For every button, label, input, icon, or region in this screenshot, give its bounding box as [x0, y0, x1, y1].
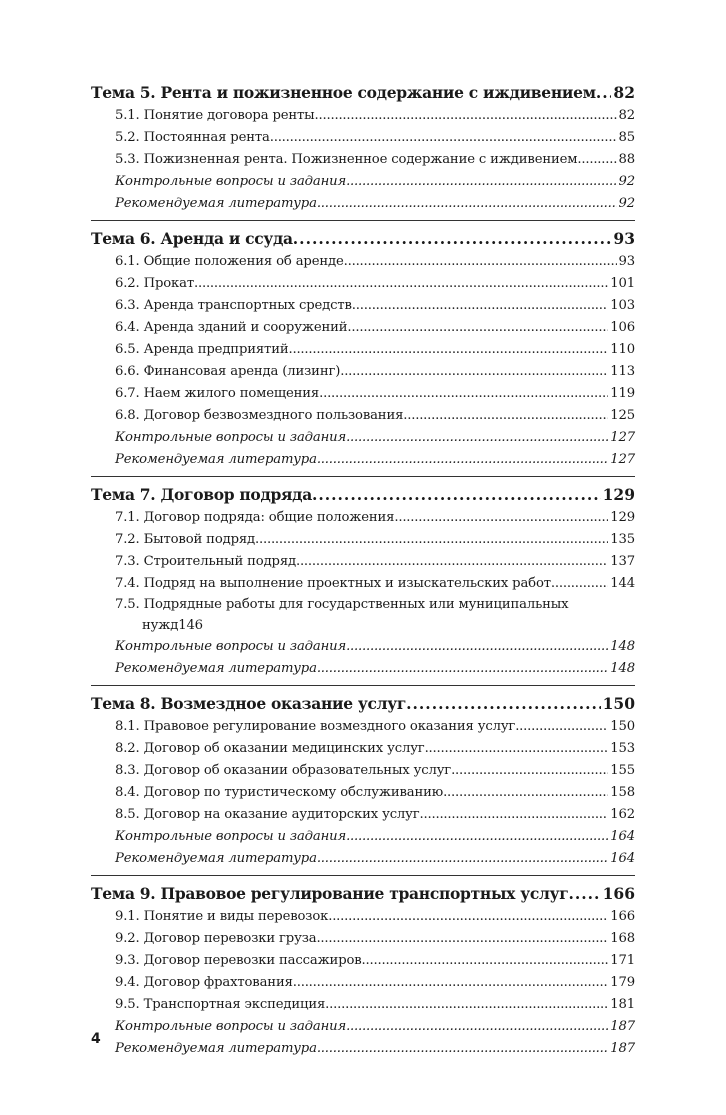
entry-page-number: 155 — [610, 763, 635, 778]
leader-dots — [315, 105, 617, 127]
leader-dots — [346, 171, 616, 193]
leader-dots — [425, 738, 609, 760]
toc-extra-entry[interactable] — [91, 636, 635, 658]
theme-title: Тема 8. Возмездное оказание услуг — [91, 694, 407, 713]
entry-title: 7.4. Подряд на выполнение проектных и изыскательских работ — [115, 576, 551, 591]
leader-dots — [443, 782, 608, 804]
toc-section — [91, 80, 635, 221]
leader-dots — [325, 994, 608, 1016]
leader-dots — [270, 127, 617, 149]
toc-entry[interactable] — [91, 928, 635, 950]
toc-extra-entry[interactable] — [91, 171, 635, 193]
entry-title: 9.4. Договор фрахтования — [115, 975, 293, 990]
entry-title: 7.1. Договор подряда: общие положения — [115, 510, 395, 525]
toc-entry[interactable] — [91, 738, 635, 760]
entry-page-number: 110 — [610, 342, 635, 357]
toc-extra-entry[interactable] — [91, 658, 635, 680]
entry-title: 9.5. Транспортная экспедиция — [115, 997, 326, 1012]
entry-page-number: 171 — [610, 953, 635, 968]
entry-title: 6.8. Договор безвозмездного пользования — [115, 408, 404, 423]
entry-title: 6.1. Общие положения об аренде — [115, 254, 344, 269]
entry-title: Рекомендуемая литература — [115, 851, 317, 866]
entry-page-number: 119 — [610, 386, 635, 401]
entry-title: 8.3. Договор об оказании образовательных услуг — [115, 763, 452, 778]
entry-page-number: 103 — [610, 298, 635, 313]
leader-dots — [347, 317, 608, 339]
entry-title: Контрольные вопросы и задания — [115, 1019, 347, 1034]
toc-entry[interactable] — [91, 595, 635, 636]
leader-dots — [288, 339, 608, 361]
entry-title: 6.7. Наем жилого помещения — [115, 386, 320, 401]
toc-theme-heading[interactable] — [91, 80, 635, 105]
entry-page-number: 88 — [618, 152, 635, 167]
toc-theme-heading[interactable] — [91, 881, 635, 906]
leader-dots — [352, 295, 608, 317]
entry-title: 6.3. Аренда транспортных средств — [115, 298, 352, 313]
entry-page-number: 148 — [610, 639, 635, 654]
toc-entry[interactable] — [91, 950, 635, 972]
toc-entry[interactable] — [91, 383, 635, 405]
entry-page-number: 168 — [610, 931, 635, 946]
entry-page-number: 158 — [610, 785, 635, 800]
entry-title: 7.3. Строительный подряд — [115, 554, 296, 569]
entry-page-number: 137 — [610, 554, 635, 569]
toc-entry[interactable] — [91, 507, 635, 529]
entry-page-number: 82 — [618, 108, 635, 123]
toc-entry[interactable] — [91, 251, 635, 273]
entry-title: 6.4. Аренда зданий и сооружений — [115, 320, 348, 335]
leader-dots — [577, 149, 616, 171]
leader-dots — [340, 361, 608, 383]
toc-entry[interactable] — [91, 716, 635, 738]
leader-dots — [293, 226, 612, 251]
leader-dots — [451, 760, 608, 782]
leader-dots — [344, 251, 617, 273]
theme-page-number: 166 — [602, 884, 635, 903]
leader-dots — [293, 972, 609, 994]
toc-section — [91, 482, 635, 686]
toc-theme-heading[interactable] — [91, 691, 635, 716]
entry-title: 8.5. Договор на оказание аудиторских услуг — [115, 807, 420, 822]
entry-page-number: 153 — [610, 741, 635, 756]
entry-page-number: 106 — [610, 320, 635, 335]
entry-page-number: 85 — [618, 130, 635, 145]
toc-entry[interactable] — [91, 529, 635, 551]
entry-page-number: 181 — [610, 997, 635, 1012]
leader-dots — [255, 529, 608, 551]
leader-dots — [515, 716, 608, 738]
theme-title: Тема 5. Рента и пожизненное содержание с иждивением — [91, 83, 596, 102]
entry-title: Контрольные вопросы и задания — [115, 639, 347, 654]
entry-title: 7.5. Подрядные работы для государственных или муниципальных — [115, 597, 569, 612]
toc-entry[interactable] — [91, 149, 635, 171]
entry-title: 6.6. Финансовая аренда (лизинг) — [115, 364, 341, 379]
toc-extra-entry[interactable] — [91, 1016, 635, 1038]
toc-entry[interactable] — [91, 994, 635, 1016]
toc-theme-heading[interactable] — [91, 482, 635, 507]
entry-page-number: 101 — [610, 276, 635, 291]
leader-dots — [312, 482, 601, 507]
entry-title: 7.2. Бытовой подряд — [115, 532, 256, 547]
leader-dots — [317, 449, 608, 471]
toc-entry[interactable] — [91, 339, 635, 361]
entry-title: Контрольные вопросы и задания — [115, 829, 347, 844]
leader-dots — [551, 573, 608, 595]
toc-entry[interactable] — [91, 127, 635, 149]
leader-dots — [346, 826, 608, 848]
toc-extra-entry[interactable] — [91, 449, 635, 471]
leader-dots — [346, 1016, 608, 1038]
toc-entry[interactable] — [91, 804, 635, 826]
toc-section — [91, 881, 635, 1065]
entry-title: 5.3. Пожизненная рента. Пожизненное содержание с иждивением — [115, 152, 578, 167]
leader-dots — [394, 507, 608, 529]
toc-entry[interactable] — [91, 760, 635, 782]
entry-page-number: 125 — [610, 408, 635, 423]
leader-dots — [362, 950, 609, 972]
toc-entry[interactable] — [91, 573, 635, 595]
leader-dots — [346, 427, 608, 449]
entry-page-number: 92 — [618, 196, 635, 211]
leader-dots — [194, 273, 608, 295]
leader-dots — [420, 804, 609, 826]
entry-title: 9.2. Договор перевозки груза — [115, 931, 317, 946]
leader-dots — [317, 1038, 608, 1060]
footer-page-number: 4 — [91, 1031, 101, 1047]
entry-page-number: 164 — [610, 829, 635, 844]
entry-page-number: 113 — [610, 364, 635, 379]
leader-dots — [328, 906, 608, 928]
toc-entry[interactable] — [91, 906, 635, 928]
theme-page-number: 150 — [602, 694, 635, 713]
entry-page-number: 164 — [610, 851, 635, 866]
entry-page-number: 166 — [610, 909, 635, 924]
toc-entry[interactable] — [91, 405, 635, 427]
theme-page-number: 82 — [613, 83, 635, 102]
entry-title: Рекомендуемая литература — [115, 196, 317, 211]
theme-title: Тема 6. Аренда и ссуда — [91, 229, 293, 248]
theme-title: Тема 7. Договор подряда — [91, 485, 312, 504]
entry-title: Рекомендуемая литература — [115, 452, 317, 467]
toc-extra-entry[interactable] — [91, 427, 635, 449]
entry-page-number: 162 — [610, 807, 635, 822]
toc-entry[interactable] — [91, 972, 635, 994]
toc-entry[interactable] — [91, 317, 635, 339]
leader-dots — [296, 551, 608, 573]
entry-page-number: 135 — [610, 532, 635, 547]
toc-extra-entry[interactable] — [91, 1038, 635, 1060]
entry-title: 8.4. Договор по туристическому обслуживанию — [115, 785, 444, 800]
entry-title: Контрольные вопросы и задания — [115, 430, 347, 445]
toc-extra-entry[interactable] — [91, 826, 635, 848]
theme-page-number: 93 — [613, 229, 635, 248]
toc-entry[interactable] — [91, 273, 635, 295]
leader-dots — [406, 691, 601, 716]
theme-title: Тема 9. Правовое регулирование транспортных услуг — [91, 884, 569, 903]
leader-dots — [316, 928, 608, 950]
entry-title: Рекомендуемая литература — [115, 1041, 317, 1056]
entry-title: 6.5. Аренда предприятий — [115, 342, 289, 357]
leader-dots — [317, 658, 608, 680]
toc-entry[interactable] — [91, 361, 635, 383]
entry-page-number: 93 — [618, 254, 635, 269]
entry-title: Рекомендуемая литература — [115, 661, 317, 676]
entry-page-number: 92 — [618, 174, 635, 189]
entry-page-number: 146 — [178, 618, 203, 633]
entry-page-number: 148 — [610, 661, 635, 676]
entry-page-number: 144 — [610, 576, 635, 591]
entry-page-number: 187 — [610, 1041, 635, 1056]
entry-title: 8.2. Договор об оказании медицинских услуг — [115, 741, 425, 756]
leader-dots — [568, 881, 600, 906]
leader-dots — [317, 193, 617, 215]
entry-title-continuation: нужд — [142, 618, 179, 633]
theme-page-number: 129 — [602, 485, 635, 504]
entry-page-number: 127 — [610, 430, 635, 445]
entry-title: 5.1. Понятие договора ренты — [115, 108, 315, 123]
leader-dots — [596, 80, 612, 105]
toc-theme-heading[interactable] — [91, 226, 635, 251]
toc-entry[interactable] — [91, 105, 635, 127]
entry-title: 9.3. Договор перевозки пассажиров — [115, 953, 362, 968]
entry-title: 9.1. Понятие и виды перевозок — [115, 909, 329, 924]
toc-section — [91, 691, 635, 876]
leader-dots — [319, 383, 608, 405]
toc-entry[interactable] — [91, 295, 635, 317]
leader-dots — [317, 848, 608, 870]
entry-page-number: 150 — [610, 719, 635, 734]
entry-page-number: 179 — [610, 975, 635, 990]
leader-dots — [346, 636, 608, 658]
toc-entry[interactable] — [91, 782, 635, 804]
toc-extra-entry[interactable] — [91, 848, 635, 870]
entry-page-number: 129 — [610, 510, 635, 525]
toc-extra-entry[interactable] — [91, 193, 635, 215]
entry-title: Контрольные вопросы и задания — [115, 174, 347, 189]
toc-section — [91, 226, 635, 477]
entry-page-number: 127 — [610, 452, 635, 467]
leader-dots — [403, 405, 608, 427]
entry-title: 8.1. Правовое регулирование возмездного оказания услуг — [115, 719, 516, 734]
entry-title: 5.2. Постоянная рента — [115, 130, 270, 145]
entry-page-number: 187 — [610, 1019, 635, 1034]
entry-title: 6.2. Прокат — [115, 276, 194, 291]
table-of-contents — [91, 80, 635, 1070]
toc-entry[interactable] — [91, 551, 635, 573]
